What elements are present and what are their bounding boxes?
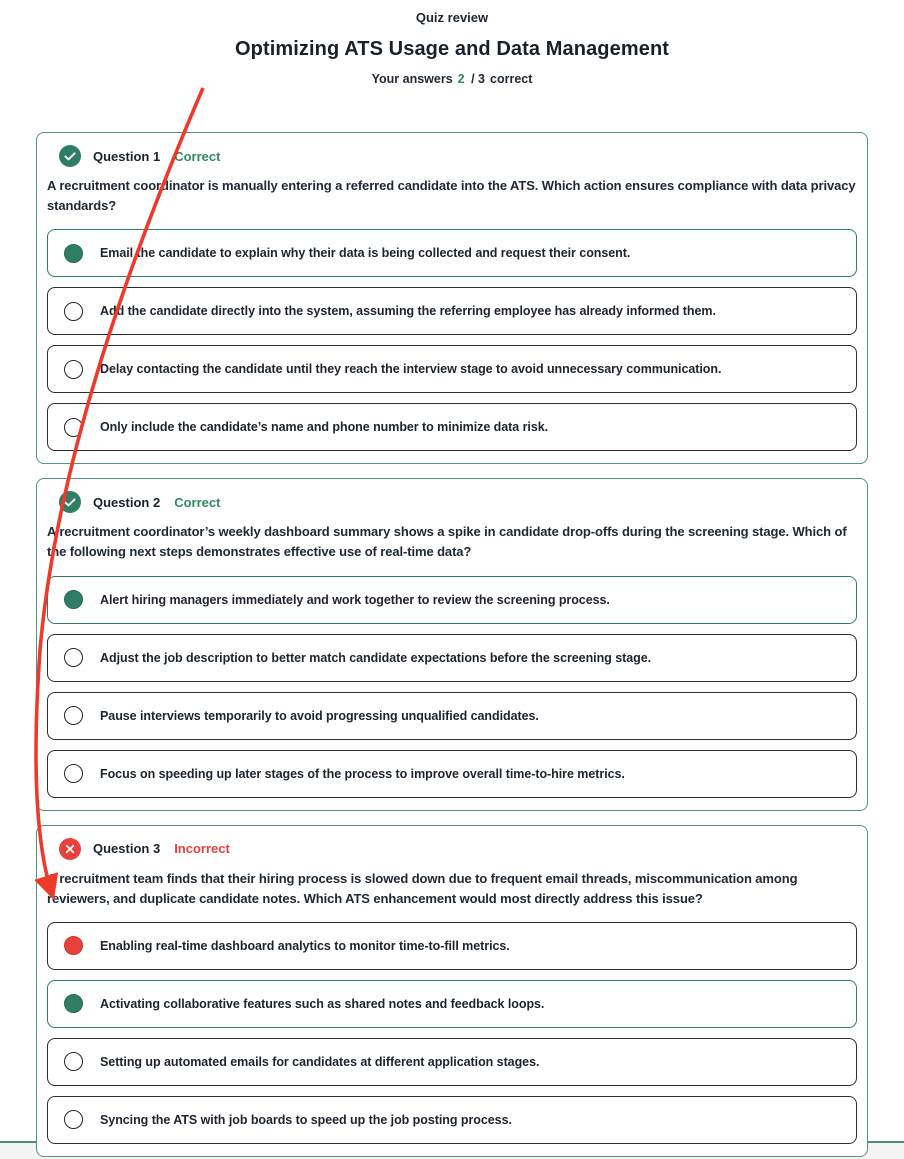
questions-list xyxy=(36,132,868,1157)
answer-option[interactable] xyxy=(47,345,857,393)
question-label: Question 1 xyxy=(93,148,161,164)
question-header xyxy=(47,838,857,860)
options-list xyxy=(47,576,857,798)
question-text: A recruitment coordinator is manually entering a referred candidate into the ATS. Which action ensures compliance with data privacy standards? xyxy=(47,178,856,214)
answer-option[interactable] xyxy=(47,1038,857,1086)
answer-option[interactable] xyxy=(47,287,857,335)
radio-icon[interactable] xyxy=(64,590,83,609)
radio-icon[interactable] xyxy=(64,1052,83,1071)
answer-option[interactable] xyxy=(47,634,857,682)
status-badge: Correct xyxy=(174,148,221,164)
x-circle-icon xyxy=(59,838,81,860)
question-card xyxy=(36,132,868,464)
question-label: Question 2 xyxy=(93,494,161,510)
score-correct-count: 2 xyxy=(457,72,465,86)
question-text: A recruitment team finds that their hiring process is slowed down due to frequent email threads, miscommunication among reviewers, and duplicate candidate notes. Which ATS enhancement would most directly address this issue? xyxy=(47,870,798,906)
radio-icon[interactable] xyxy=(64,302,83,321)
option-label: Setting up automated emails for candidates at different application stages. xyxy=(100,1054,540,1069)
quiz-title: Optimizing ATS Usage and Data Management xyxy=(234,38,670,60)
check-circle-icon xyxy=(59,145,81,167)
answer-option[interactable] xyxy=(47,1096,857,1144)
status-badge: Incorrect xyxy=(174,841,230,857)
answer-option[interactable] xyxy=(47,922,857,970)
option-label: Only include the candidate’s name and phone number to minimize data risk. xyxy=(100,420,549,435)
answer-option[interactable] xyxy=(47,229,857,277)
question-label: Question 3 xyxy=(93,841,161,857)
question-card xyxy=(36,825,868,1157)
answer-option[interactable] xyxy=(47,692,857,740)
radio-icon[interactable] xyxy=(64,360,83,379)
radio-icon[interactable] xyxy=(64,244,83,263)
question-card xyxy=(36,478,868,810)
answer-option[interactable] xyxy=(47,750,857,798)
question-text: A recruitment coordinator’s weekly dashboard summary shows a spike in candidate drop-offs during the screening stage. Which of the following next steps demonstrates effective use of real-time data? xyxy=(47,524,847,560)
option-label: Activating collaborative features such as shared notes and feedback loops. xyxy=(100,996,545,1011)
question-header xyxy=(47,145,857,167)
options-list xyxy=(47,229,857,451)
option-label: Enabling real-time dashboard analytics to monitor time-to-fill metrics. xyxy=(100,938,510,953)
radio-icon[interactable] xyxy=(64,1110,83,1129)
quiz-review-eyebrow: Quiz review xyxy=(415,10,489,25)
option-label: Delay contacting the candidate until they reach the interview stage to avoid unnecessary communication. xyxy=(100,362,722,377)
score-total: / 3 xyxy=(471,72,485,86)
option-label: Alert hiring managers immediately and work together to review the screening process. xyxy=(100,592,610,607)
radio-icon[interactable] xyxy=(64,706,83,725)
option-label: Add the candidate directly into the system, assuming the referring employee has already informed them. xyxy=(100,304,716,319)
radio-icon[interactable] xyxy=(64,994,83,1013)
radio-icon[interactable] xyxy=(64,418,83,437)
radio-icon[interactable] xyxy=(64,764,83,783)
check-circle-icon xyxy=(59,491,81,513)
question-header xyxy=(47,491,857,513)
radio-icon[interactable] xyxy=(64,936,83,955)
answer-option[interactable] xyxy=(47,980,857,1028)
option-label: Email the candidate to explain why their data is being collected and request their consent. xyxy=(100,246,631,261)
score-label: Your answers xyxy=(371,72,453,86)
answer-option[interactable] xyxy=(47,403,857,451)
options-list xyxy=(47,922,857,1144)
radio-icon[interactable] xyxy=(64,648,83,667)
answer-option[interactable] xyxy=(47,576,857,624)
option-label: Adjust the job description to better match candidate expectations before the screening stage. xyxy=(100,650,652,665)
status-badge: Correct xyxy=(174,494,221,510)
option-label: Syncing the ATS with job boards to speed up the job posting process. xyxy=(100,1112,512,1127)
score-suffix: correct xyxy=(490,72,533,86)
score-summary xyxy=(36,72,868,86)
option-label: Focus on speeding up later stages of the process to improve overall time-to-hire metrics. xyxy=(100,766,625,781)
option-label: Pause interviews temporarily to avoid progressing unqualified candidates. xyxy=(100,708,539,723)
